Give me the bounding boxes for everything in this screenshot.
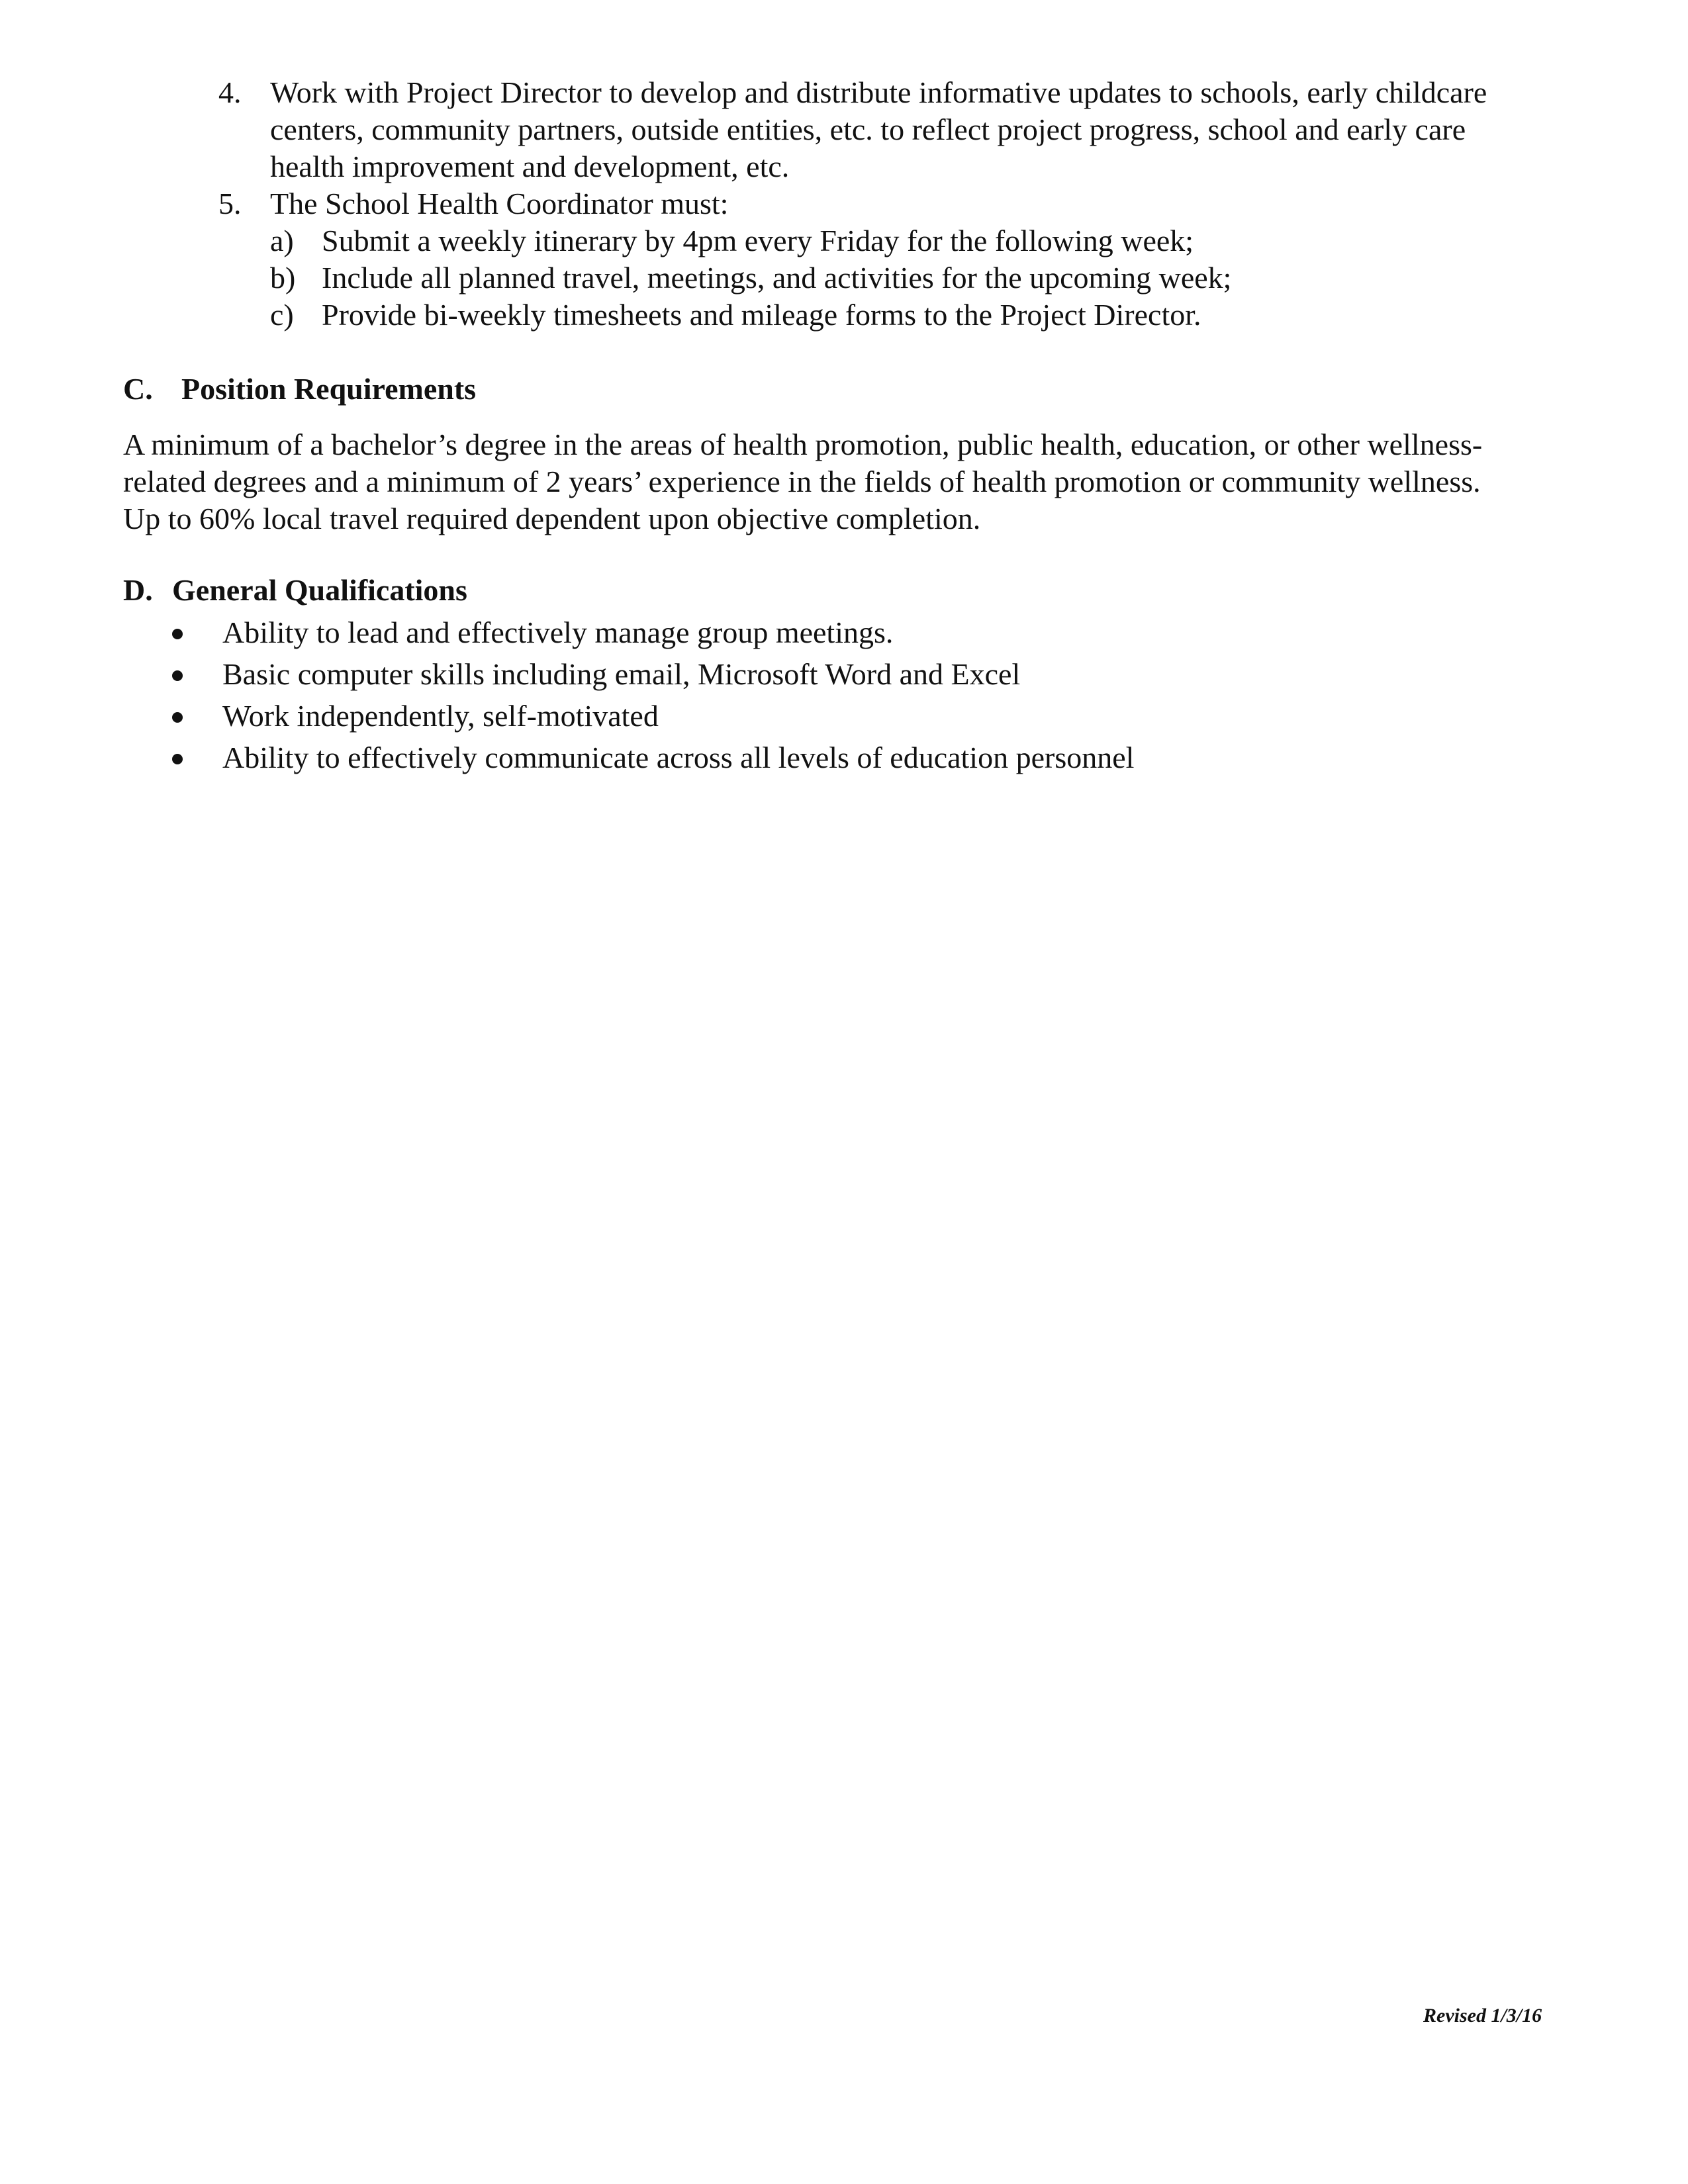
text-line: health improvement and development, etc. bbox=[270, 150, 790, 183]
list-item-text bbox=[270, 74, 1561, 185]
text-line: The School Health Coordinator must: bbox=[270, 187, 729, 220]
list-number: 4. bbox=[218, 75, 242, 109]
sub-item-label: b) bbox=[270, 261, 296, 295]
sub-item-text: Provide bi-weekly timesheets and mileage forms to the Project Director. bbox=[322, 298, 1201, 332]
text-line: centers, community partners, outside entities, etc. to reflect project progress, school and early care bbox=[270, 113, 1466, 146]
bullet-text: Work independently, self-motivated bbox=[222, 699, 659, 733]
section-d-heading bbox=[123, 572, 467, 609]
sub-item-text: Include all planned travel, meetings, and activities for the upcoming week; bbox=[322, 261, 1232, 295]
bullet-text: Ability to effectively communicate across all levels of education personnel bbox=[222, 741, 1135, 774]
section-letter: D. bbox=[123, 573, 153, 607]
sub-item-label: c) bbox=[270, 298, 294, 332]
bullet-icon bbox=[172, 629, 183, 639]
section-title: General Qualifications bbox=[172, 573, 467, 607]
bullet-icon bbox=[172, 712, 183, 723]
sub-item-label: a) bbox=[270, 224, 294, 257]
bullet-icon bbox=[172, 754, 183, 764]
position-requirements-paragraph bbox=[123, 426, 1573, 537]
text-line: Up to 60% local travel required dependent upon objective completion. bbox=[123, 502, 981, 535]
section-letter: C. bbox=[123, 372, 153, 406]
bullet-text: Ability to lead and effectively manage group meetings. bbox=[222, 615, 894, 649]
bullet-icon bbox=[172, 670, 183, 681]
list-item-text bbox=[270, 185, 1561, 222]
section-c-heading bbox=[123, 371, 476, 408]
list-number: 5. bbox=[218, 187, 242, 220]
revision-date: Revised 1/3/16 bbox=[1423, 2005, 1542, 2026]
text-line: related degrees and a minimum of 2 years’ experience in the fields of health promotion or community wellness. bbox=[123, 465, 1481, 498]
text-line: Work with Project Director to develop and distribute informative updates to schools, early childcare bbox=[270, 75, 1487, 109]
text-line: A minimum of a bachelor’s degree in the areas of health promotion, public health, education, or other wellness- bbox=[123, 428, 1483, 461]
sub-item-text: Submit a weekly itinerary by 4pm every Friday for the following week; bbox=[322, 224, 1194, 257]
bullet-text: Basic computer skills including email, Microsoft Word and Excel bbox=[222, 657, 1021, 691]
section-title: Position Requirements bbox=[181, 372, 477, 406]
